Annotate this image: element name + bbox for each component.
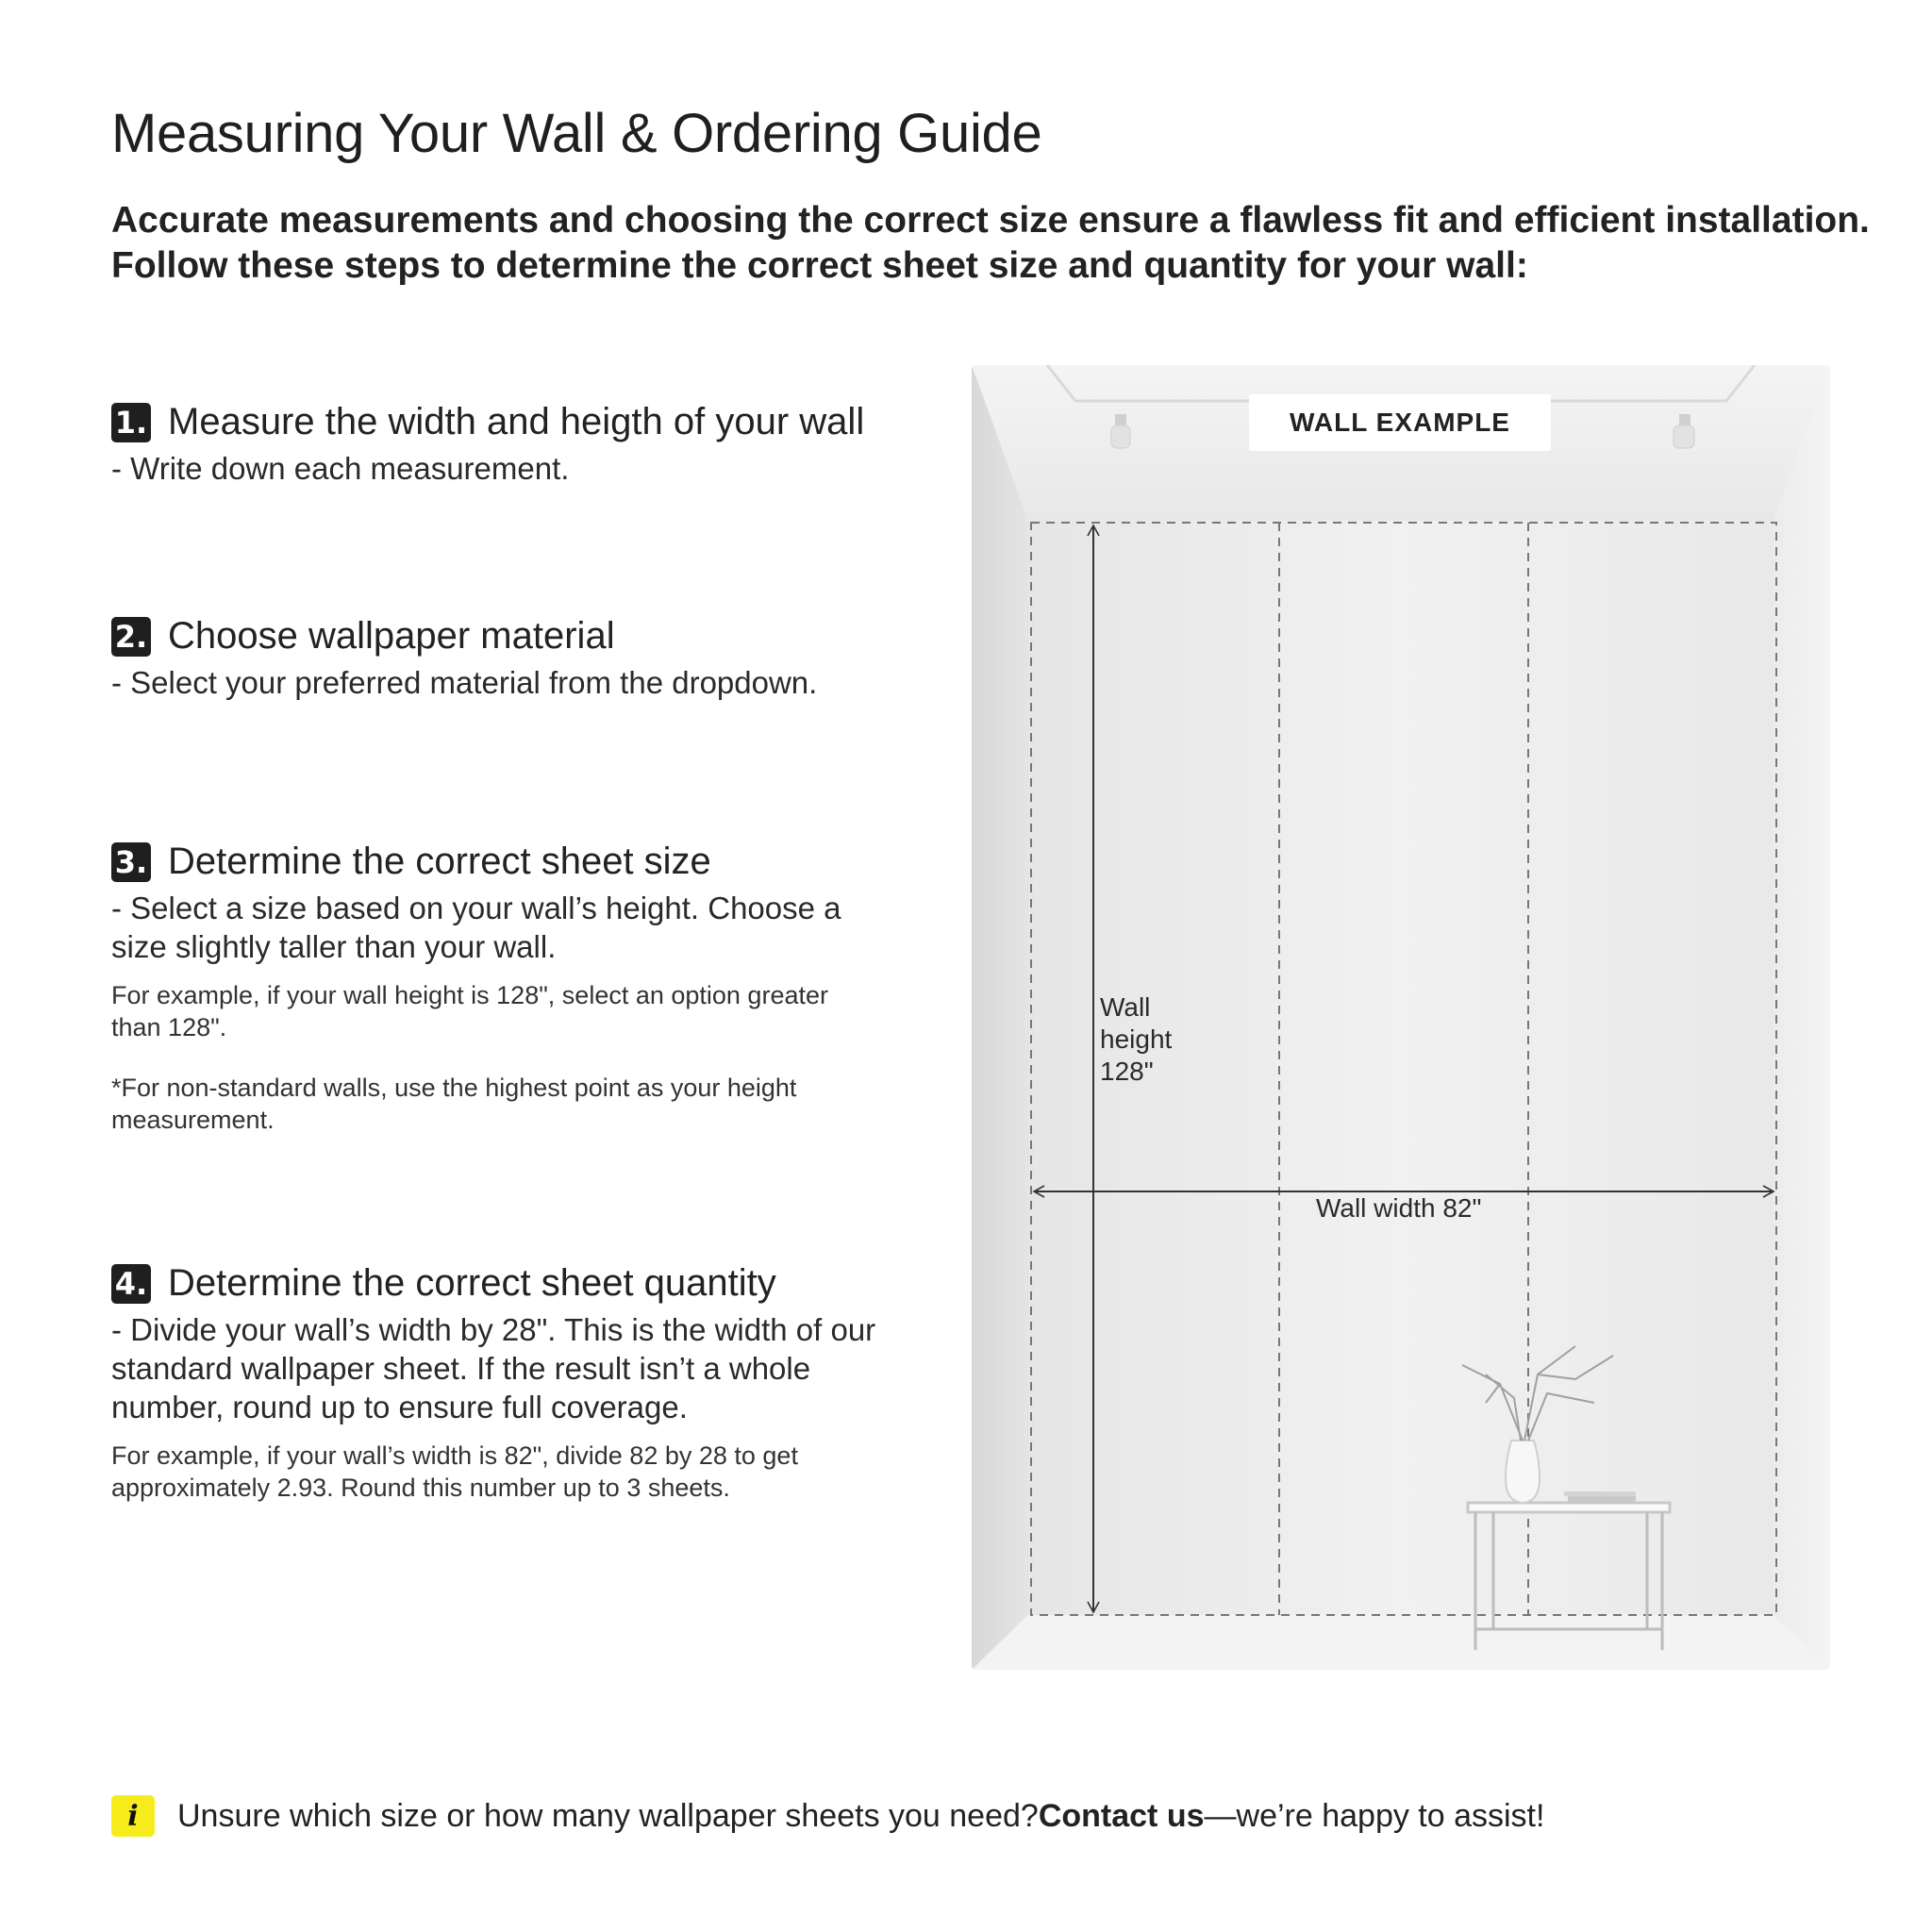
step-note: than 128". [111, 1013, 227, 1041]
step-text: size slightly taller than your wall. [111, 929, 557, 964]
step-title: Choose wallpaper material [168, 615, 615, 657]
step-title: Determine the correct sheet size [168, 841, 711, 882]
info-icon: i [111, 1795, 155, 1837]
wall-height-label-line: height [1100, 1024, 1173, 1054]
step-text: standard wallpaper sheet. If the result isn’t a whole [111, 1351, 811, 1386]
contact-us-link[interactable]: Contact us [1038, 1797, 1205, 1834]
wall-example-badge: WALL EXAMPLE [1249, 394, 1551, 451]
step-footnote: *For non-standard walls, use the highest point as your height [111, 1074, 797, 1102]
step-footnote: measurement. [111, 1106, 275, 1134]
step-1 [111, 401, 923, 488]
step-number-badge: 1. [111, 403, 151, 442]
book-stack [1564, 1491, 1636, 1502]
wall-height-label [1100, 991, 1232, 1088]
wall-height-label-line: Wall [1100, 992, 1151, 1022]
wall-example-illustration [972, 365, 1830, 1670]
intro-line: Follow these steps to determine the correct sheet size and quantity for your wall: [111, 245, 1528, 286]
step-title: Determine the correct sheet quantity [168, 1262, 776, 1304]
step-text: - Select a size based on your wall’s height. Choose a [111, 891, 841, 925]
step-note: approximately 2.93. Round this number up to 3 sheets. [111, 1474, 730, 1502]
step-3 [111, 841, 923, 1136]
intro-line: Accurate measurements and choosing the correct size ensure a flawless fit and efficient installation. [111, 200, 1870, 241]
step-text: - Divide your wall’s width by 28". This is the width of our [111, 1312, 876, 1347]
step-title: Measure the width and heigth of your wall [168, 401, 865, 442]
right-side-wall [1774, 365, 1830, 1670]
step-number-badge: 3. [111, 842, 151, 882]
page-title: Measuring Your Wall & Ordering Guide [111, 103, 1042, 164]
vase [1506, 1441, 1540, 1503]
step-2 [111, 615, 923, 702]
help-text: Unsure which size or how many wallpaper sheets you need? [177, 1797, 1039, 1834]
step-text: number, round up to ensure full coverage. [111, 1390, 688, 1424]
wall-width-label: Wall width 82" [1316, 1193, 1482, 1223]
help-text-end: —we’re happy to assist! [1204, 1797, 1545, 1834]
step-number-badge: 2. [111, 617, 151, 657]
step-note: For example, if your wall height is 128", select an option greater [111, 981, 828, 1009]
step-text: - Select your preferred material from the dropdown. [111, 665, 818, 700]
wall-height-label-line: 128" [1100, 1057, 1154, 1086]
step-note: For example, if your wall’s width is 82", divide 82 by 28 to get [111, 1441, 798, 1470]
help-footer [111, 1795, 1544, 1837]
step-number-badge: 4. [111, 1264, 151, 1304]
floor [972, 1615, 1830, 1670]
intro-text [111, 198, 1870, 289]
step-4 [111, 1262, 923, 1504]
step-text: - Write down each measurement. [111, 451, 570, 486]
left-side-wall [972, 365, 1028, 1670]
